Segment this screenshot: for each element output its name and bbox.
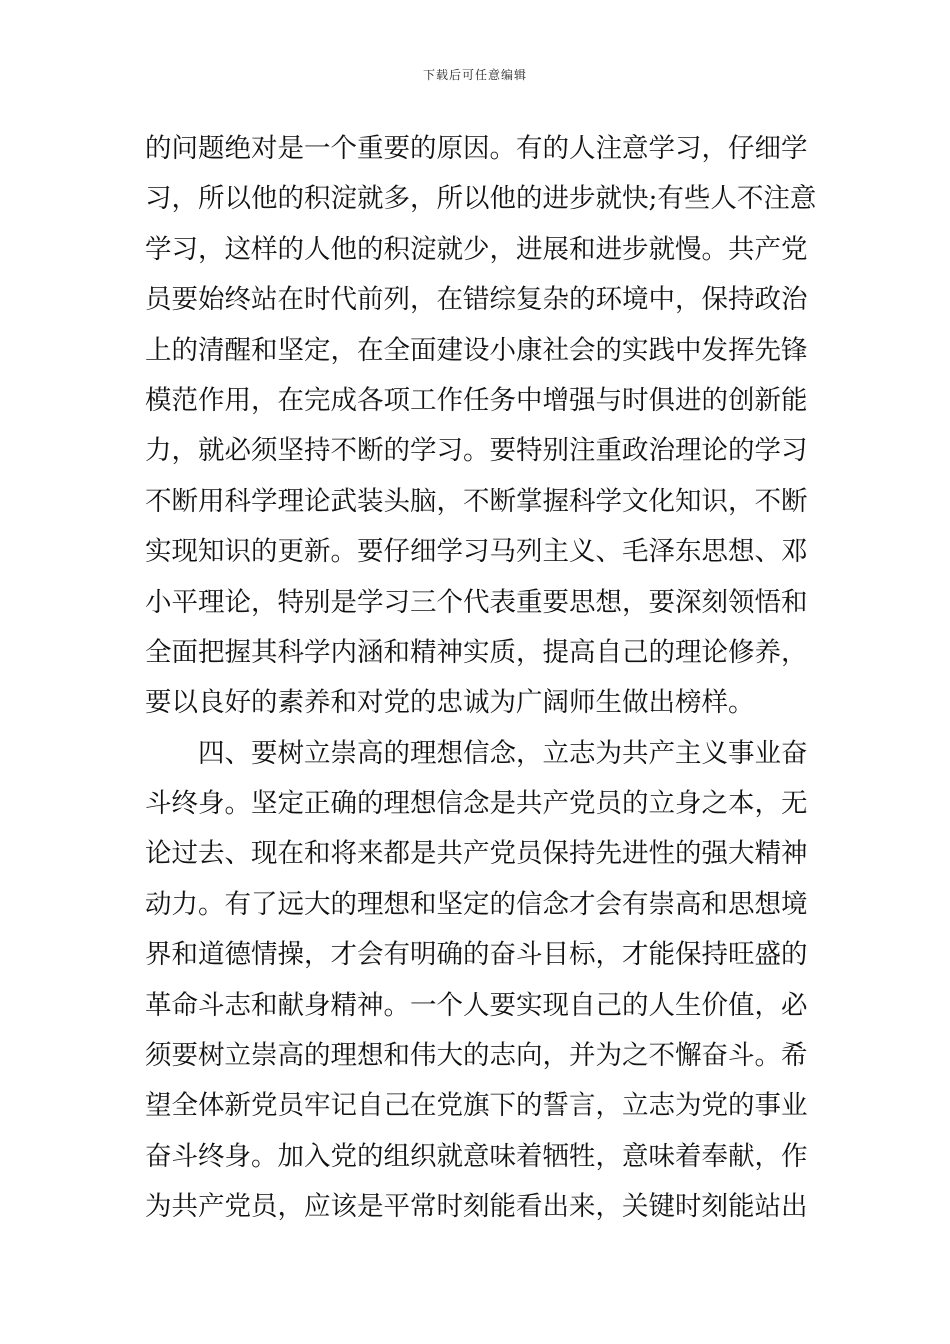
text-line: 为共产党员，应该是平常时刻能看出来，关键时刻能站出 bbox=[145, 1191, 808, 1223]
text-line: 力，就必须坚持不断的学习。要特别注重政治理论的学习 bbox=[145, 435, 808, 467]
text-line: 四、要树立崇高的理想信念，立志为共产主义事业奋 bbox=[145, 737, 808, 769]
text-line: 全面把握其科学内涵和精神实质，提高自己的理论修养， bbox=[145, 636, 808, 668]
text-line: 模范作用，在完成各项工作任务中增强与时俱进的创新能 bbox=[145, 384, 808, 416]
text-line: 须要树立崇高的理想和伟大的志向，并为之不懈奋斗。希 bbox=[145, 1040, 808, 1072]
text-line: 员要始终站在时代前列，在错综复杂的环境中，保持政治 bbox=[145, 284, 808, 316]
text-line: 奋斗终身。加入党的组织就意味着牺牲，意味着奉献，作 bbox=[145, 1140, 808, 1172]
text-line: 要以良好的素养和对党的忠诚为广阔师生做出榜样。 bbox=[145, 687, 755, 719]
text-line: 不断用科学理论武装头脑，不断掌握科学文化知识，不断 bbox=[145, 485, 808, 517]
text-line: 上的清醒和坚定，在全面建设小康社会的实践中发挥先锋 bbox=[145, 334, 808, 366]
text-line: 革命斗志和献身精神。一个人要实现自己的人生价值，必 bbox=[145, 989, 808, 1021]
text-line: 动力。有了远大的理想和坚定的信念才会有崇高和思想境 bbox=[145, 888, 808, 920]
page-header: 下载后可任意编辑 bbox=[422, 68, 527, 82]
text-line: 界和道德情操，才会有明确的奋斗目标，才能保持旺盛的 bbox=[145, 939, 808, 971]
text-line: 论过去、现在和将来都是共产党员保持先进性的强大精神 bbox=[145, 838, 808, 870]
body-text bbox=[145, 124, 815, 1233]
text-line: 小平理论，特别是学习三个代表重要思想，要深刻领悟和 bbox=[145, 586, 808, 618]
text-line: 的问题绝对是一个重要的原因。有的人注意学习，仔细学 bbox=[145, 133, 808, 164]
text-line: 斗终身。坚定正确的理想信念是共产党员的立身之本，无 bbox=[145, 788, 808, 820]
text-line: 实现知识的更新。要仔细学习马列主义、毛泽东思想、邓 bbox=[145, 536, 808, 568]
text-line: 学习，这样的人他的积淀就少，进展和进步就慢。共产党 bbox=[145, 233, 808, 265]
text-line: 望全体新党员牢记自己在党旗下的誓言，立志为党的事业 bbox=[145, 1090, 808, 1122]
text-line: 习，所以他的积淀就多，所以他的进步就快;有些人不注意 bbox=[145, 183, 817, 215]
